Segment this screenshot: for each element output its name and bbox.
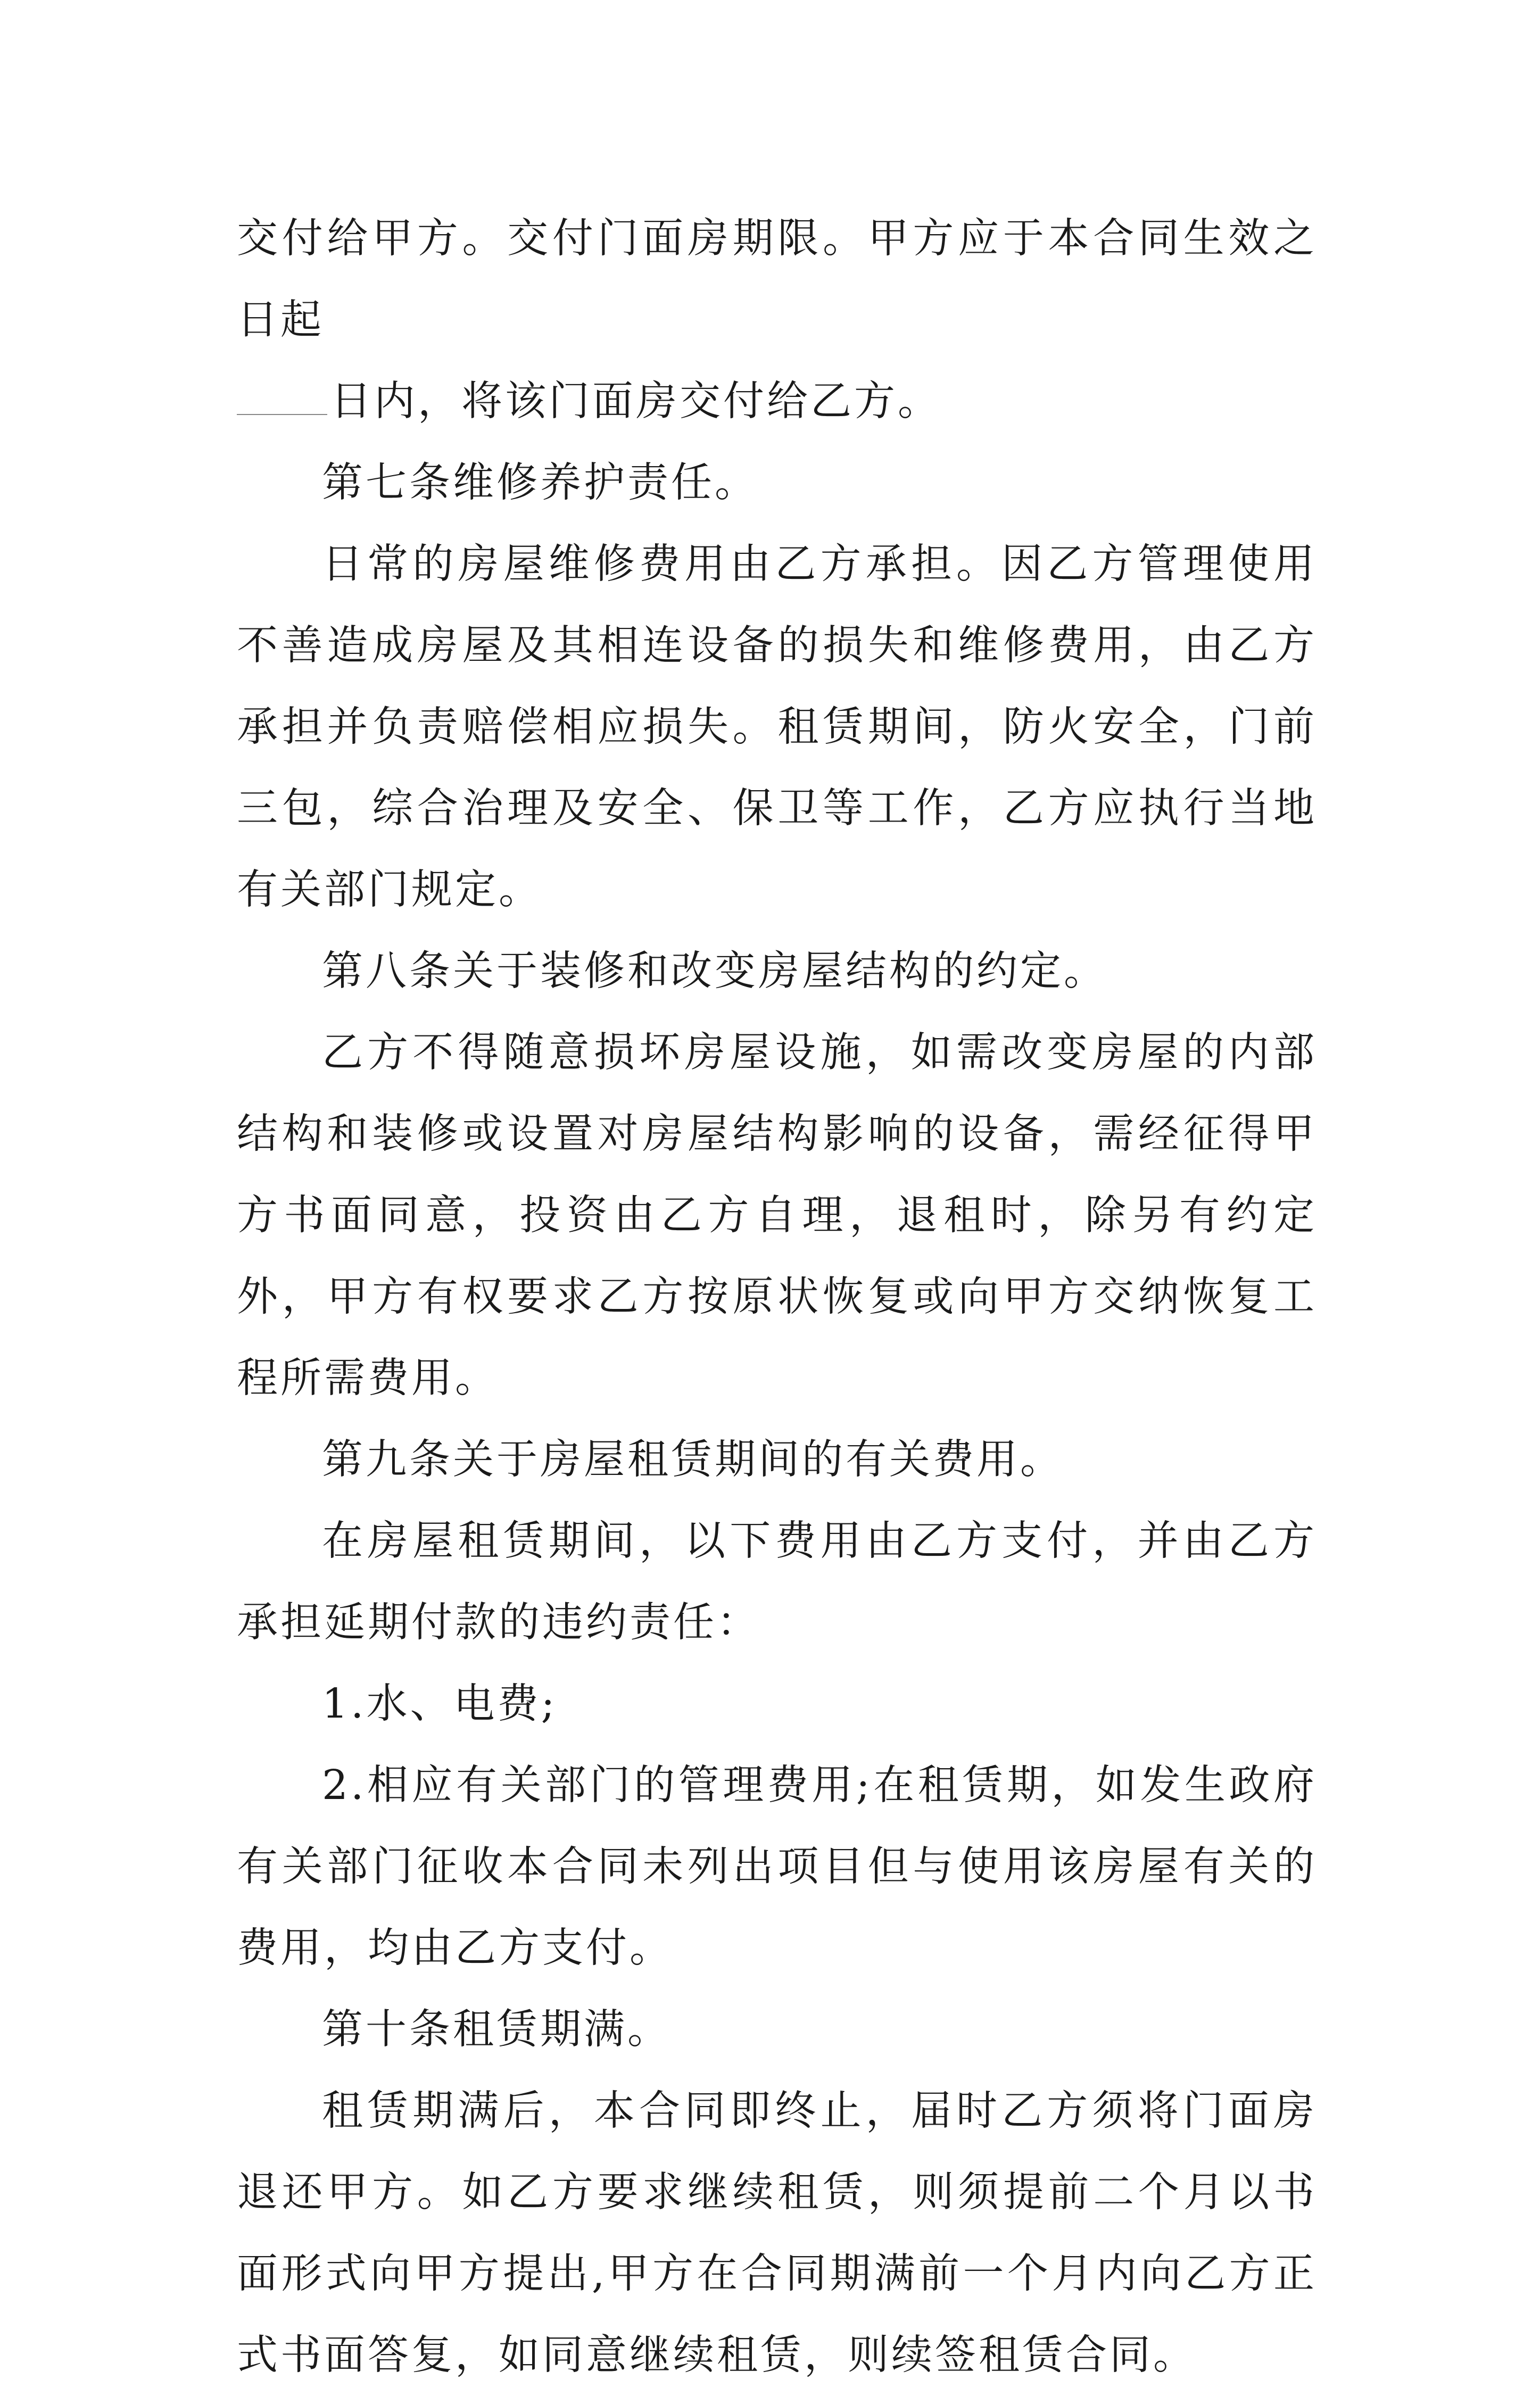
paragraph-delivery-days-text: 日内，将该门面房交付给乙方。 (330, 378, 941, 425)
document-body (237, 198, 1317, 2396)
article-10-heading: 第十条租赁期满。 (322, 2006, 671, 2053)
article-8-heading: 第八条关于装修和改变房屋结构的约定。 (322, 948, 1107, 995)
article-7-heading: 第七条维修养护责任。 (322, 459, 758, 507)
paragraph-delivery-days (237, 361, 1317, 442)
article-9-heading: 第九条关于房屋租赁期间的有关费用。 (322, 1436, 1064, 1483)
article-9-item-2: 2.相应有关部门的管理费用;在租赁期，如发生政府有关部门征收本合同未列出项目但与使用该房屋有关的费用，均由乙方支付。 (237, 1762, 1317, 1972)
fill-in-blank (237, 377, 327, 415)
paragraph-delivery-start: 交付给甲方。交付门面房期限。甲方应于本合同生效之日起 (237, 215, 1317, 344)
article-10-body: 租赁期满后，本合同即终止，届时乙方须将门面房退还甲方。如乙方要求继续租赁，则须提前二个月以书面形式向甲方提出,甲方在合同期满前一个月内向乙方正式书面答复，如同意继续租赁，则续签租赁合同。 (237, 2087, 1317, 2379)
article-9-item-1: 1.水、电费; (322, 1680, 558, 1728)
article-7-body: 日常的房屋维修费用由乙方承担。因乙方管理使用不善造成房屋及其相连设备的损失和维修费用，由乙方承担并负责赔偿相应损失。租赁期间，防火安全，门前三包，综合治理及安全、保卫等工作，乙方应执行当地有关部门规定。 (237, 541, 1317, 914)
article-9-body: 在房屋租赁期间，以下费用由乙方支付，并由乙方承担延期付款的违约责任： (237, 1518, 1317, 1646)
article-8-body: 乙方不得随意损坏房屋设施，如需改变房屋的内部结构和装修或设置对房屋结构影响的设备，需经征得甲方书面同意，投资由乙方自理，退租时，除另有约定外，甲方有权要求乙方按原状恢复或向甲方交纳恢复工程所需费用。 (237, 1029, 1317, 1402)
